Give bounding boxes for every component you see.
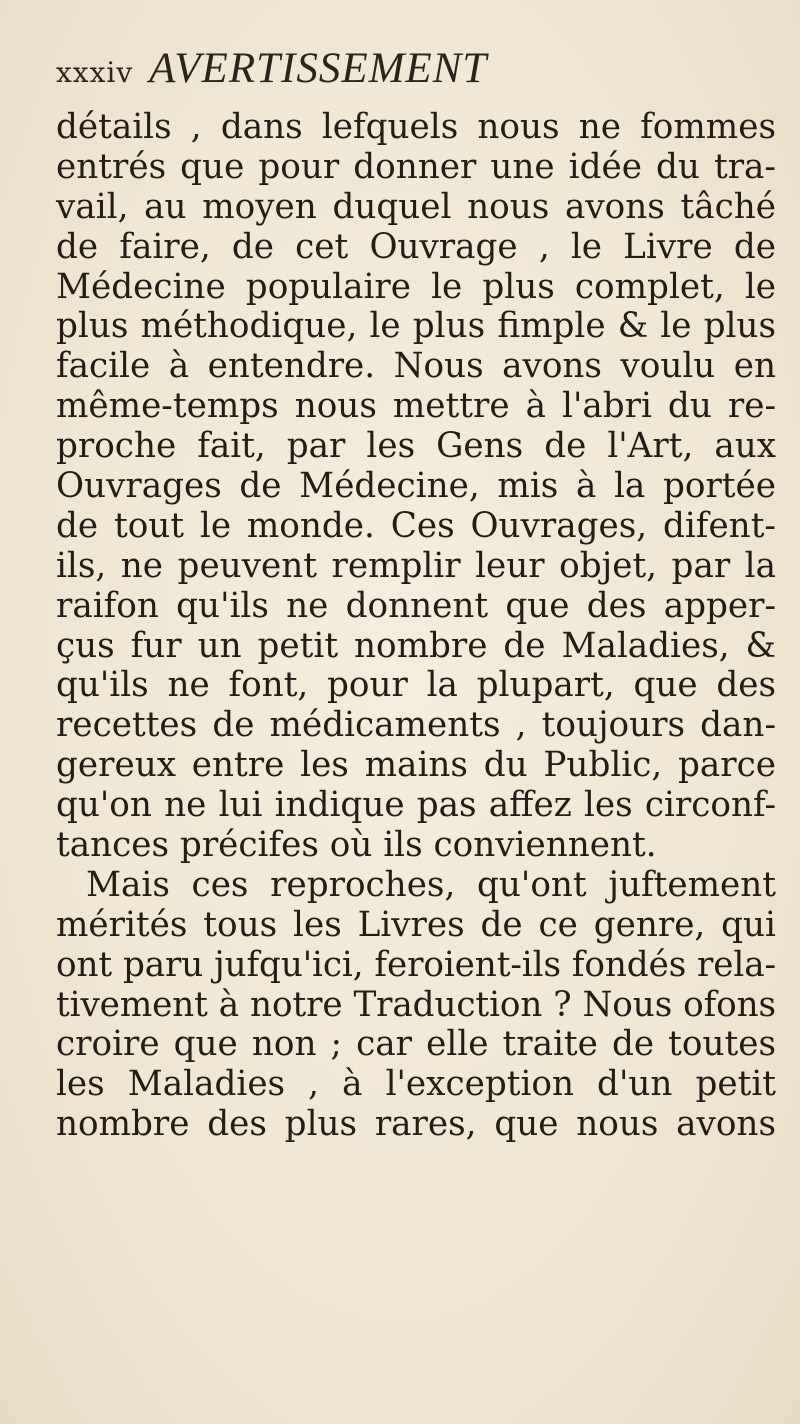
- text-line: qu'ils ne font, pour la plupart, que des: [56, 665, 776, 706]
- running-title: AVERTISSEMENT: [149, 45, 488, 92]
- text-line: de faire, de cet Ouvrage , le Livre de: [56, 226, 776, 267]
- text-line: qu'on ne lui indique pas affez les circonf-: [56, 785, 776, 826]
- page-header: [56, 44, 776, 104]
- text-line: ils, ne peuvent remplir leur objet, par la: [56, 545, 776, 586]
- text-line: entrés que pour donner une idée du tra-: [56, 146, 776, 187]
- text-line: recettes de médicaments , toujours dan-: [56, 705, 776, 746]
- paragraph-start-line: Mais ces reproches, qu'ont juftement: [86, 864, 776, 905]
- text-line: vail, au moyen duquel nous avons tâché: [56, 186, 776, 227]
- text-line: de tout le monde. Ces Ouvrages, difent-: [56, 505, 776, 546]
- text-line: détails , dans lefquels nous ne fommes: [56, 107, 776, 147]
- body-text: [56, 108, 776, 1145]
- page-number: xxxiv: [56, 56, 134, 89]
- text-line: nombre des plus rares, que nous avons: [56, 1104, 776, 1145]
- text-line: facile à entendre. Nous avons voulu en: [56, 346, 776, 387]
- text-line: tivement à notre Traduction ? Nous ofons: [56, 984, 776, 1025]
- text-line: mérités tous les Livres de ce genre, qui: [56, 904, 776, 945]
- text-line: gereux entre les mains du Public, parce: [56, 745, 776, 786]
- text-line: croire que non ; car elle traite de toutes: [56, 1024, 776, 1065]
- paragraph-end-line: tances précifes où ils conviennent.: [56, 825, 657, 866]
- text-line: Ouvrages de Médecine, mis à la portée: [56, 466, 776, 507]
- text-line: proche fait, par les Gens de l'Art, aux: [56, 426, 776, 467]
- text-line: plus méthodique, le plus fimple & le plus: [56, 306, 776, 347]
- text-line: raifon qu'ils ne donnent que des apper-: [56, 585, 776, 626]
- text-line: même-temps nous mettre à l'abri du re-: [56, 386, 776, 427]
- text-line: les Maladies , à l'exception d'un petit: [56, 1064, 776, 1105]
- text-line: ont paru jufqu'ici, feroient-ils fondés rela-: [56, 944, 776, 985]
- text-line: çus fur un petit nombre de Maladies, &: [56, 625, 776, 666]
- text-line: Médecine populaire le plus complet, le: [56, 266, 776, 307]
